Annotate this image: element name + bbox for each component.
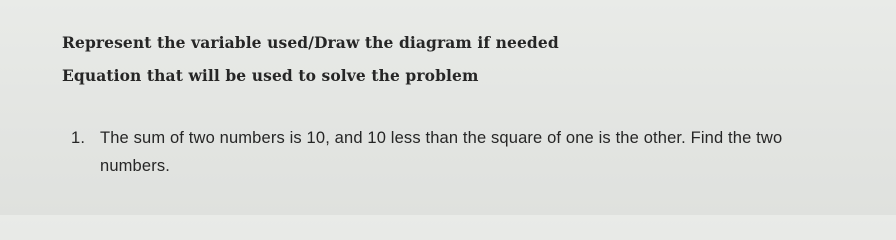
instruction-equation: Equation that will be used to solve the problem [62, 66, 479, 85]
instruction-represent-variable: Represent the variable used/Draw the diagram if needed [62, 33, 559, 52]
problem-text-line-2: numbers. [100, 157, 170, 175]
problem-number: 1. [71, 129, 86, 147]
problem-text-line-1: The sum of two numbers is 10, and 10 less than the square of one is the other. Find the two [100, 129, 783, 147]
